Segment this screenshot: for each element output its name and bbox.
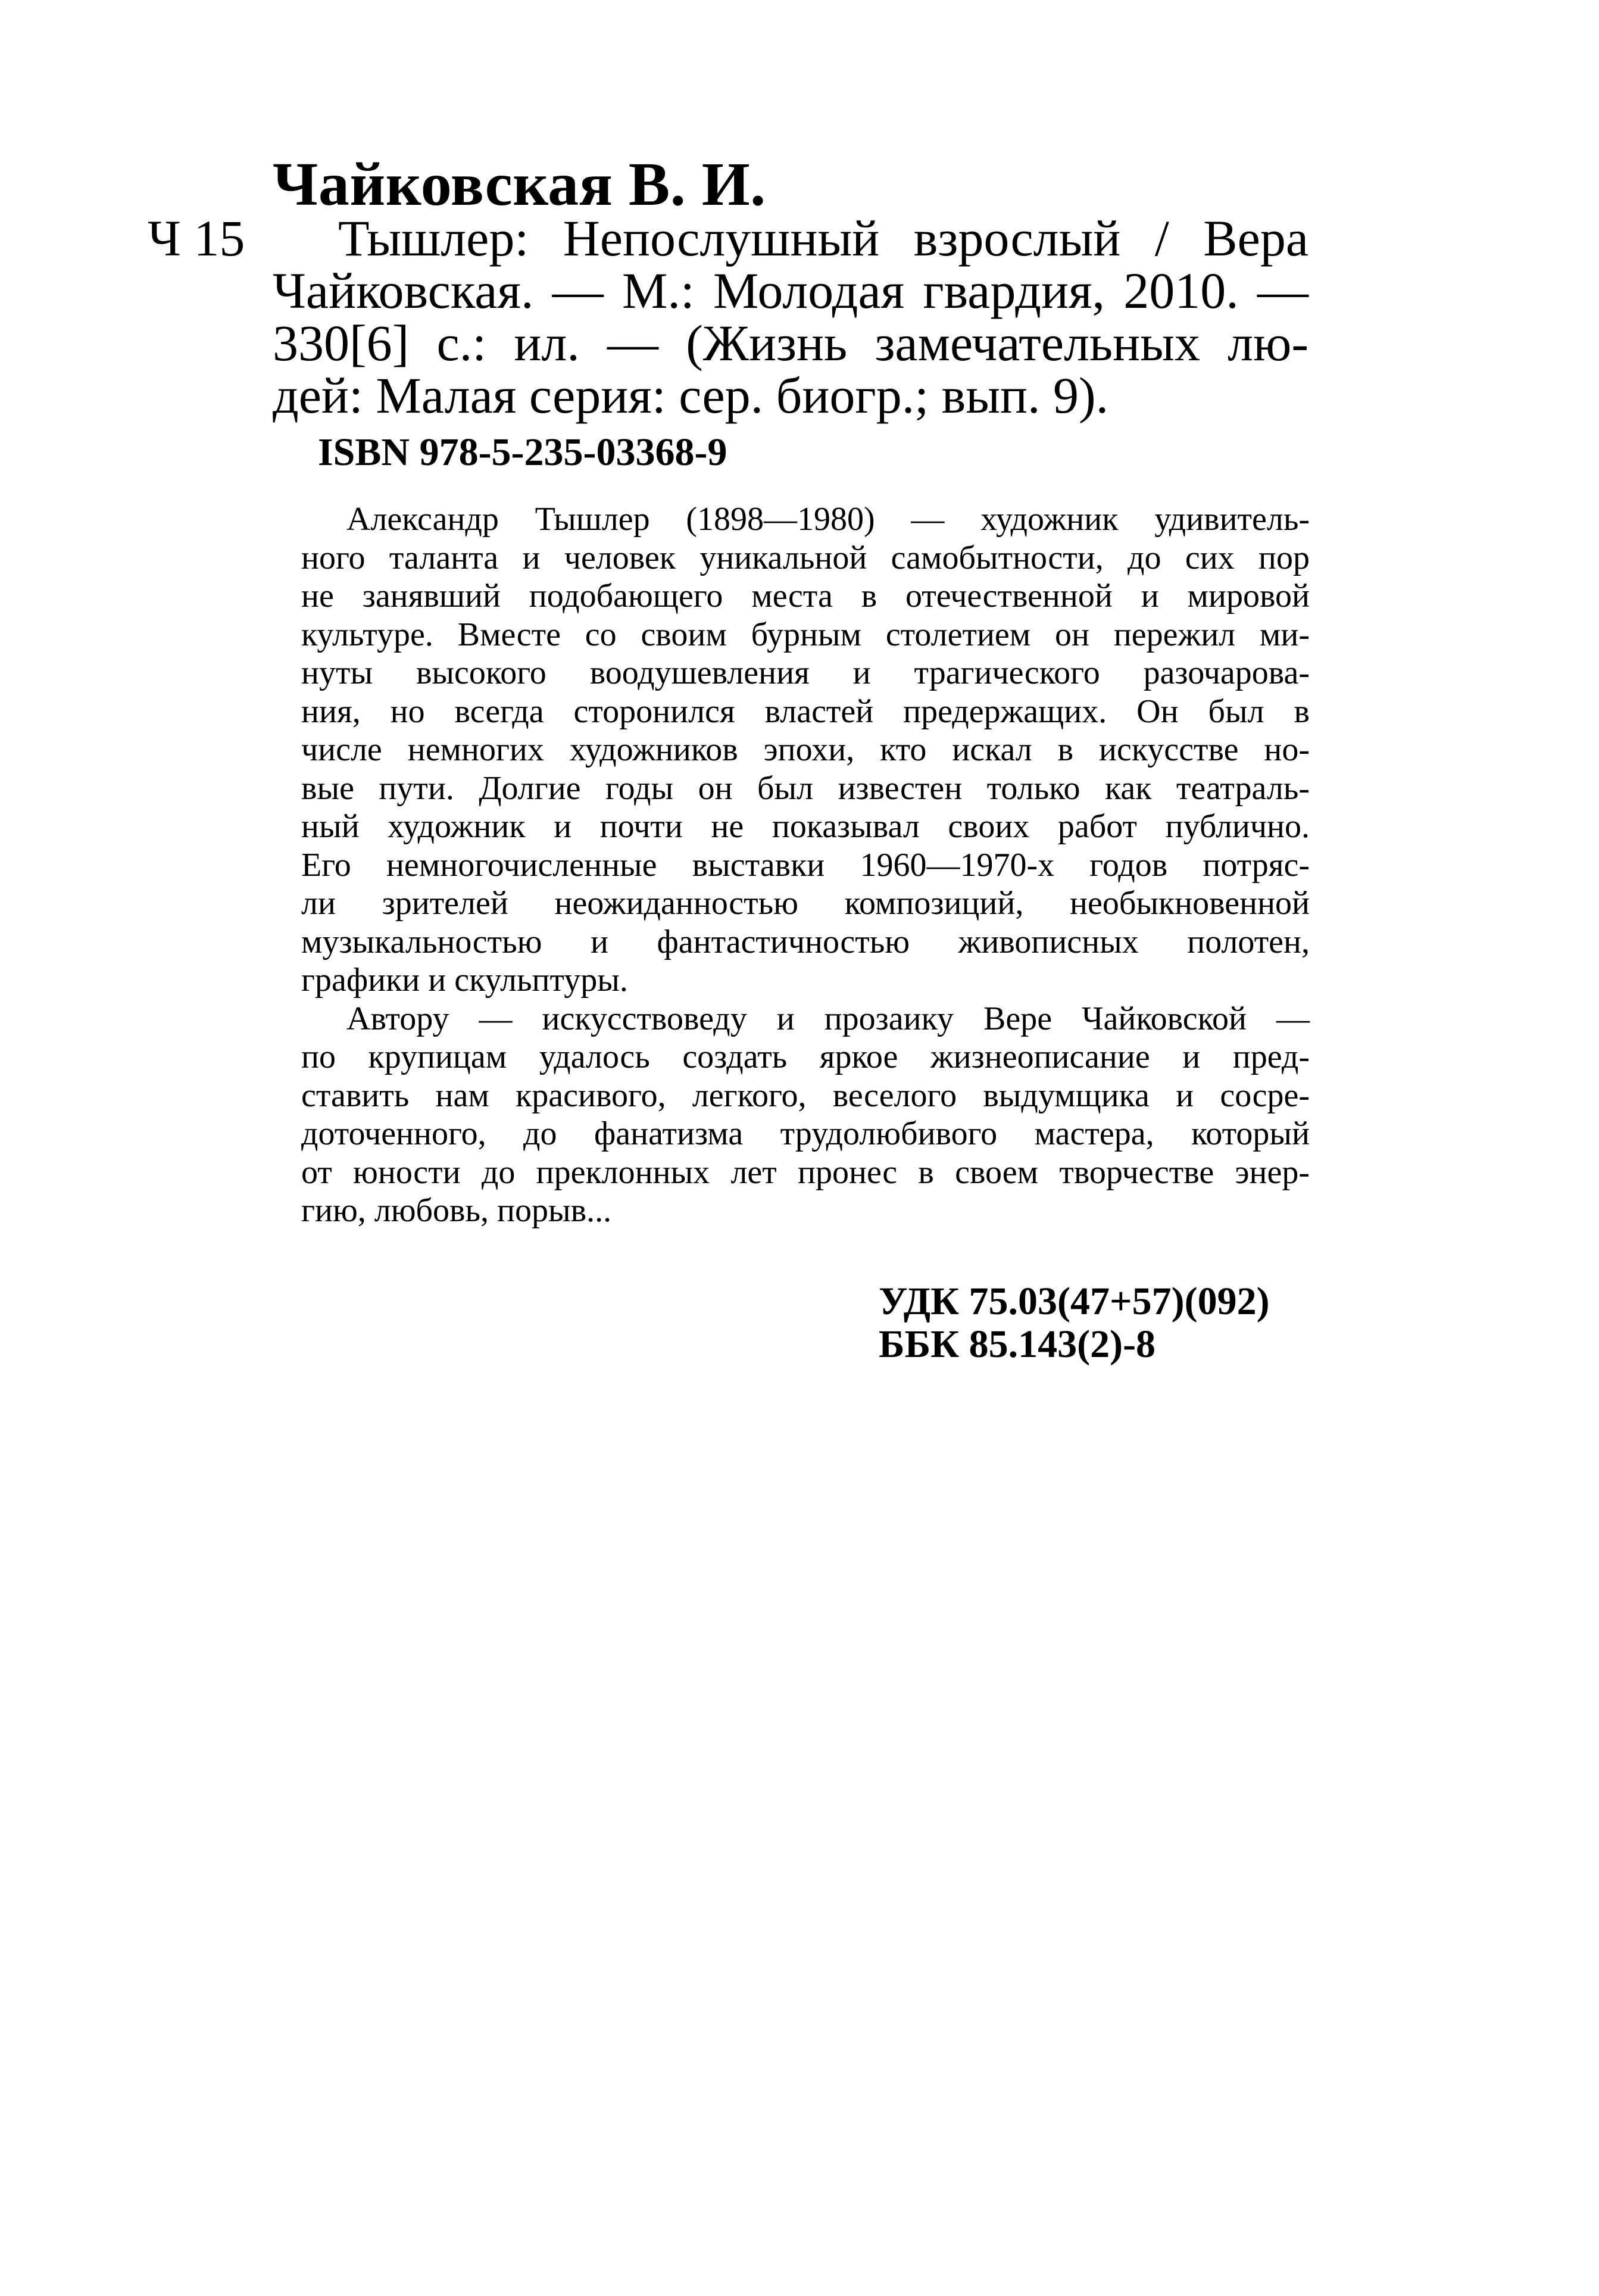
annotation-line: вые пути. Долгие годы он был известен только как театраль-: [301, 769, 1310, 807]
author-heading: Чайковская В. И.: [273, 150, 766, 219]
udk-code: УДК 75.03(47+57)(092): [879, 1280, 1270, 1323]
isbn-number: ISBN 978-5-235-03368-9: [318, 430, 727, 474]
annotation-line: нуты высокого воодушевления и трагического разочарова-: [301, 654, 1310, 691]
bibliographic-line: Тышлер: Непослушный взрослый / Вера: [338, 210, 1308, 267]
annotation-line: не занявший подобающего места в отечественной и мировой: [301, 578, 1310, 614]
annotation-text: [301, 500, 1310, 1230]
annotation-line: Александр Тышлер (1898—1980) — художник удивитель-: [346, 501, 1310, 538]
annotation-line: Его немногочисленные выставки 1960—1970-х годов потряс-: [301, 846, 1310, 884]
annotation-line: доточенного, до фанатизма трудолюбивого мастера, который: [301, 1115, 1310, 1152]
annotation-line: по крупицам удалось создать яркое жизнеописание и пред-: [301, 1038, 1310, 1075]
annotation-line: ли зрителей неожиданностью композиций, необыкновенной: [301, 885, 1310, 922]
annotation-line: ния, но всегда сторонился властей предержащих. Он был в: [301, 692, 1310, 730]
bibliographic-line: Чайковская. — М.: Молодая гвардия, 2010. —: [273, 262, 1308, 319]
bibliographic-line: 330[6] с.: ил. — (Жизнь замечательных лю-: [273, 314, 1308, 372]
bbk-code: ББК 85.143(2)-8: [879, 1322, 1156, 1366]
annotation-line: от юности до преклонных лет пронес в своем творчестве энер-: [301, 1153, 1310, 1191]
classification-codes: [879, 1280, 1270, 1366]
annotation-line: музыкальностью и фантастичностью живописных полотен,: [301, 923, 1310, 960]
annotation-line: культуре. Вместе со своим бурным столетием он пережил ми-: [301, 616, 1310, 653]
author-index-code: Ч 15: [148, 210, 245, 267]
annotation-line: числе немногих художников эпохи, кто искал в искусстве но-: [301, 731, 1310, 768]
annotation-line: ный художник и почти не показывал своих работ публично.: [301, 808, 1310, 845]
annotation-line: Автору — искусствоведу и прозаику Вере Чайковской —: [346, 1000, 1310, 1037]
bibliographic-description: [273, 212, 1308, 422]
annotation-line: графики и скульптуры.: [301, 962, 628, 999]
annotation-line: ного таланта и человек уникальной самобытности, до сих пор: [301, 539, 1310, 576]
bibliographic-line: дей: Малая серия: сер. биогр.; вып. 9).: [273, 367, 1109, 424]
annotation-line: гию, любовь, порыв...: [301, 1192, 612, 1229]
annotation-line: ставить нам красивого, легкого, веселого выдумщика и сосре-: [301, 1077, 1310, 1114]
